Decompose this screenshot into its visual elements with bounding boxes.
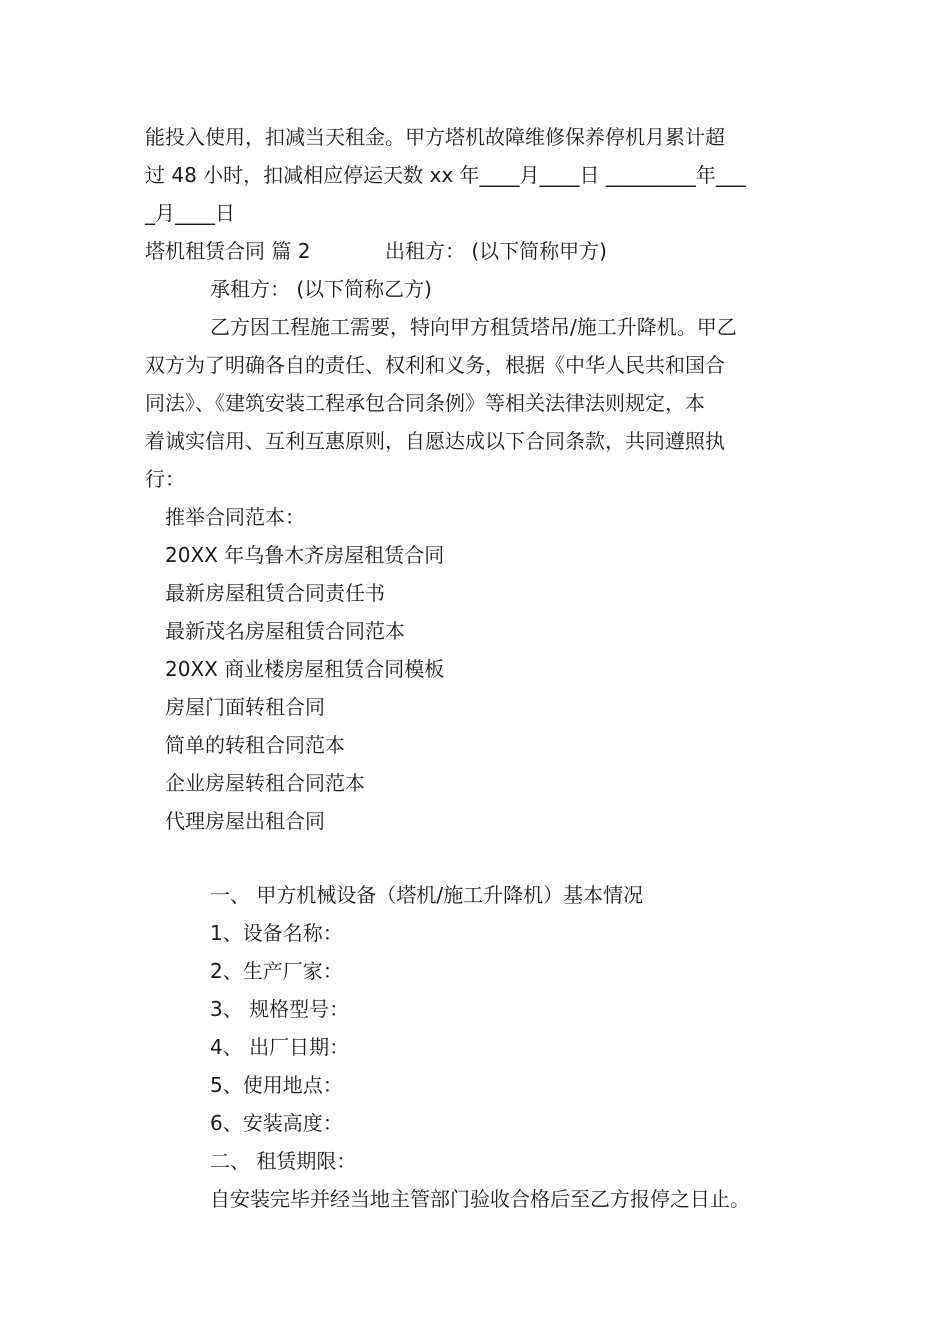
intro-line: 过 48 小时，扣减相应停运天数 xx 年____月____日 _________年___ bbox=[145, 163, 746, 187]
preamble-line: 乙方因工程施工需要，特向甲方租赁塔吊/施工升降机。甲乙 bbox=[210, 315, 737, 339]
clause-1-item: 4、 出厂日期： bbox=[210, 1035, 350, 1059]
intro-line: 能投入使用，扣减当天租金。甲方塔机故障维修保养停机月累计超 bbox=[145, 125, 725, 149]
recommend-link[interactable]: 20XX 商业楼房屋租赁合同模板 bbox=[165, 657, 445, 681]
recommend-link[interactable]: 20XX 年乌鲁木齐房屋租赁合同 bbox=[165, 543, 445, 567]
recommend-link[interactable]: 房屋门面转租合同 bbox=[165, 695, 325, 719]
spacer bbox=[145, 840, 810, 876]
clause-1-item: 3、 规格型号： bbox=[210, 997, 350, 1021]
clause-1-item: 1、设备名称： bbox=[210, 921, 343, 945]
recommend-link[interactable]: 最新茂名房屋租赁合同范本 bbox=[165, 619, 405, 643]
clause-1-title: 一、 甲方机械设备（塔机/施工升降机）基本情况 bbox=[210, 883, 644, 907]
clause-2-title: 二、 租赁期限： bbox=[210, 1149, 357, 1173]
recommend-link[interactable]: 简单的转租合同范本 bbox=[165, 733, 345, 757]
clause-2-text: 自安装完毕并经当地主管部门验收合格后至乙方报停之日止。 bbox=[210, 1187, 750, 1211]
preamble-line: 双方为了明确各自的责任、权利和义务，根据《中华人民共和国合 bbox=[145, 353, 725, 377]
clause-1-item: 5、使用地点： bbox=[210, 1073, 343, 1097]
lessee-label: 承租方： (以下简称乙方) bbox=[210, 277, 432, 301]
clause-1-item: 2、生产厂家： bbox=[210, 959, 343, 983]
contract-title: 塔机租赁合同 篇 2 bbox=[145, 239, 311, 263]
section-heading bbox=[145, 232, 810, 270]
recommend-title: 推举合同范本： bbox=[165, 505, 305, 529]
document-body bbox=[145, 118, 810, 1218]
preamble-line: 行： bbox=[145, 467, 185, 491]
preamble-line: 着诚实信用、互利互惠原则，自愿达成以下合同条款，共同遵照执 bbox=[145, 429, 725, 453]
clause-1-item: 6、安装高度： bbox=[210, 1111, 343, 1135]
recommend-link[interactable]: 企业房屋转租合同范本 bbox=[165, 771, 365, 795]
recommend-link[interactable]: 最新房屋租赁合同责任书 bbox=[165, 581, 385, 605]
recommend-link[interactable]: 代理房屋出租合同 bbox=[165, 809, 325, 833]
preamble-line: 同法》、《建筑安装工程承包合同条例》等相关法律法则规定，本 bbox=[145, 391, 705, 415]
lessor-label: 出租方： (以下简称甲方) bbox=[385, 239, 607, 263]
intro-line: _月____日 bbox=[145, 201, 235, 225]
